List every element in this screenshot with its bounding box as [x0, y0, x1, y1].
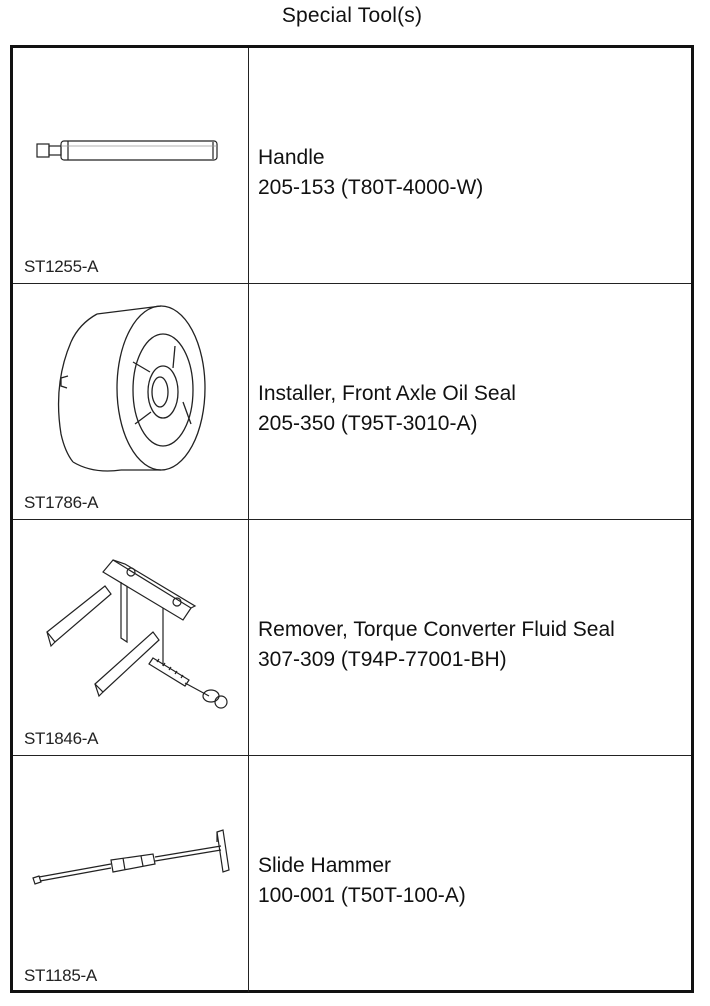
- tool-row-handle: [13, 48, 691, 284]
- tool-name: Remover, Torque Converter Fluid Seal: [258, 618, 615, 641]
- seal-remover-illustration: [13, 520, 249, 756]
- tool-description-cell: [249, 48, 691, 283]
- slide-hammer-illustration: [13, 756, 249, 992]
- tool-row-installer: [13, 284, 691, 520]
- tool-description-cell: [249, 284, 691, 519]
- tool-name: Installer, Front Axle Oil Seal: [258, 382, 516, 405]
- tool-name: Slide Hammer: [258, 854, 392, 877]
- seal-installer-illustration: [13, 284, 249, 520]
- tool-name: Handle: [258, 146, 325, 169]
- art-code: ST1786-A: [24, 493, 99, 512]
- tool-row-slide-hammer: [13, 756, 691, 992]
- art-code: ST1185-A: [24, 966, 97, 985]
- page-title: Special Tool(s): [281, 4, 423, 27]
- art-code: ST1846-A: [24, 729, 99, 748]
- tool-part-number: 205-350 (T95T-3010-A): [258, 412, 478, 435]
- tool-image-cell: [13, 48, 249, 283]
- handle-illustration: [13, 48, 249, 284]
- tool-part-number: 307-309 (T94P-77001-BH): [258, 648, 507, 671]
- tool-image-cell: [13, 520, 249, 755]
- tool-row-remover: [13, 520, 691, 756]
- tool-image-cell: [13, 284, 249, 519]
- special-tools-table: [10, 45, 694, 993]
- tool-part-number: 205-153 (T80T-4000-W): [258, 176, 484, 199]
- tool-description-cell: [249, 520, 691, 755]
- tool-description-cell: [249, 756, 691, 992]
- art-code: ST1255-A: [24, 257, 99, 276]
- tool-image-cell: [13, 756, 249, 992]
- tool-part-number: 100-001 (T50T-100-A): [258, 884, 466, 907]
